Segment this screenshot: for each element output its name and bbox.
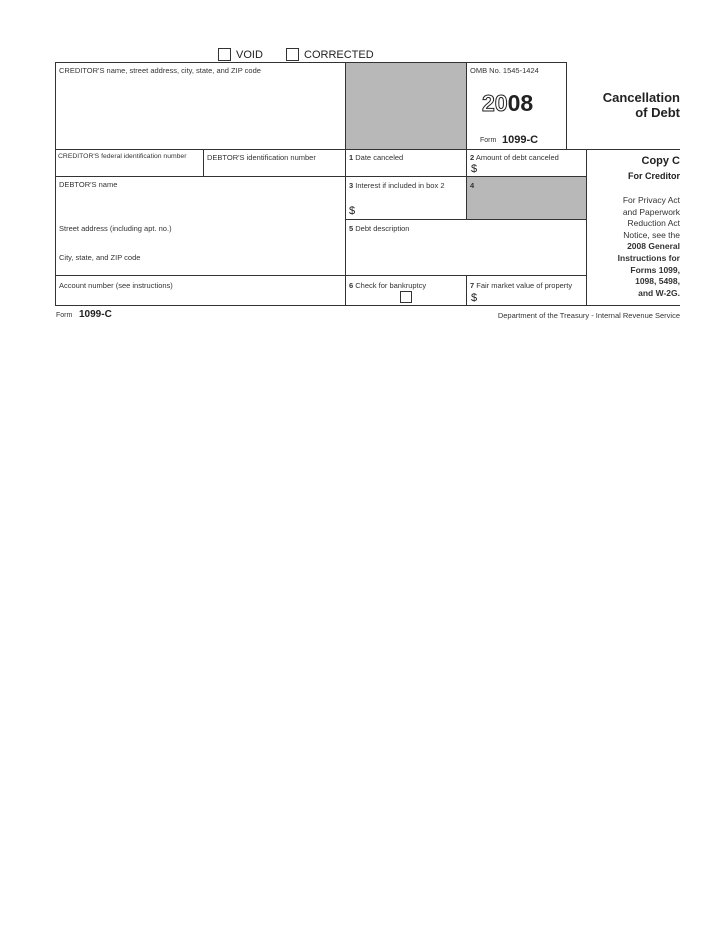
box6-label [349, 281, 426, 290]
line-center-divider [345, 62, 346, 306]
notice-line-bold: Forms 1099, [630, 264, 680, 275]
line-ids-bottom [55, 176, 586, 177]
debtor-name-label: DEBTOR'S name [59, 180, 118, 189]
box3-dollar-sign: $ [349, 205, 356, 217]
line-box-divider-lower [466, 275, 467, 306]
notice-line-bold: and W-2G. [638, 287, 680, 298]
footer-department: Department of the Treasury - Internal Revenue Service [497, 311, 680, 320]
form-top-border [55, 62, 566, 63]
box3-number: 3 [349, 181, 354, 190]
box5-input[interactable] [347, 234, 584, 274]
box2-number: 2 [470, 153, 475, 162]
notice-line-bold: Instructions for [617, 252, 680, 263]
copy-for: For Creditor [627, 171, 680, 181]
box4-label [470, 181, 474, 190]
line-creditor-id-divider [203, 149, 204, 177]
form-title-line1: Cancellation [602, 90, 680, 105]
footer-form-number: 1099-C [79, 309, 112, 320]
void-label: VOID [236, 49, 263, 61]
footer-form-word: Form [56, 312, 73, 319]
notice-line: and Paperwork [622, 206, 680, 217]
debtor-id-label: DEBTOR'S identification number [207, 153, 316, 162]
box5-label [349, 224, 409, 233]
line-omb-right [566, 62, 567, 150]
box2-dollar-sign: $ [471, 163, 478, 175]
street-address-input[interactable] [57, 234, 343, 250]
box2-text: Amount of debt canceled [475, 153, 559, 162]
account-number-input[interactable] [57, 291, 343, 304]
box7-input[interactable] [480, 292, 584, 304]
notice-line: For Privacy Act [622, 195, 680, 205]
box7-label [470, 281, 572, 290]
copy-name: Copy C [641, 155, 680, 167]
box3-text: Interest if included in box 2 [355, 181, 445, 190]
street-address-label: Street address (including apt. no.) [59, 224, 172, 233]
account-number-label: Account number (see instructions) [59, 281, 173, 290]
box7-text: Fair market value of property [476, 281, 573, 290]
corrected-checkbox[interactable] [286, 48, 299, 61]
debtor-id-input[interactable] [205, 163, 343, 175]
form-title [603, 90, 680, 120]
box1-number: 1 [349, 153, 354, 162]
notice-line: Reduction Act [627, 218, 680, 229]
notice-line: Notice, see the [623, 229, 680, 240]
box6-number: 6 [349, 281, 354, 290]
void-checkbox[interactable] [218, 48, 231, 61]
box2-input[interactable] [480, 163, 584, 175]
shaded-area-top [345, 63, 466, 150]
box2-label [470, 153, 559, 162]
omb-form-number: 1099-C [502, 134, 539, 146]
line-boxes-right [586, 149, 587, 306]
box7-dollar-sign: $ [471, 292, 478, 304]
box4-number: 4 [470, 181, 475, 190]
line-debtor-bottom [55, 275, 586, 276]
box1-label [349, 153, 403, 162]
tax-year-prefix: 20 [482, 90, 508, 116]
box5-number: 5 [349, 224, 354, 233]
tax-year [482, 91, 533, 115]
city-state-zip-input[interactable] [57, 263, 343, 274]
corrected-label: CORRECTED [304, 49, 374, 61]
notice-line-bold: 2008 General [627, 241, 680, 252]
creditor-name-label: CREDITOR'S name, street address, city, state, and ZIP code [59, 66, 261, 75]
shaded-box-4 [466, 177, 586, 219]
tax-year-suffix: 08 [507, 90, 534, 116]
privacy-notice [618, 195, 680, 299]
box1-input[interactable] [347, 163, 464, 175]
box7-number: 7 [470, 281, 475, 290]
creditor-id-input[interactable] [57, 163, 201, 175]
creditor-id-label: CREDITOR'S federal identification number [58, 153, 187, 160]
debtor-name-input[interactable] [57, 191, 343, 219]
form-title-line2: of Debt [635, 105, 680, 120]
omb-number: OMB No. 1545-1424 [470, 66, 539, 75]
bankruptcy-checkbox[interactable] [400, 291, 412, 303]
omb-form-word: Form [480, 137, 497, 144]
form-left-border [55, 62, 56, 306]
creditor-name-input[interactable] [57, 78, 343, 148]
line-box-divider [466, 62, 467, 220]
box3-input[interactable] [358, 205, 464, 217]
box1-text: Date canceled [355, 153, 404, 162]
box3-label [349, 181, 445, 190]
box6-text: Check for bankruptcy [355, 281, 427, 290]
box5-text: Debt description [355, 224, 410, 233]
notice-line-bold: 1098, 5498, [635, 276, 680, 287]
city-state-zip-label: City, state, and ZIP code [59, 253, 141, 262]
